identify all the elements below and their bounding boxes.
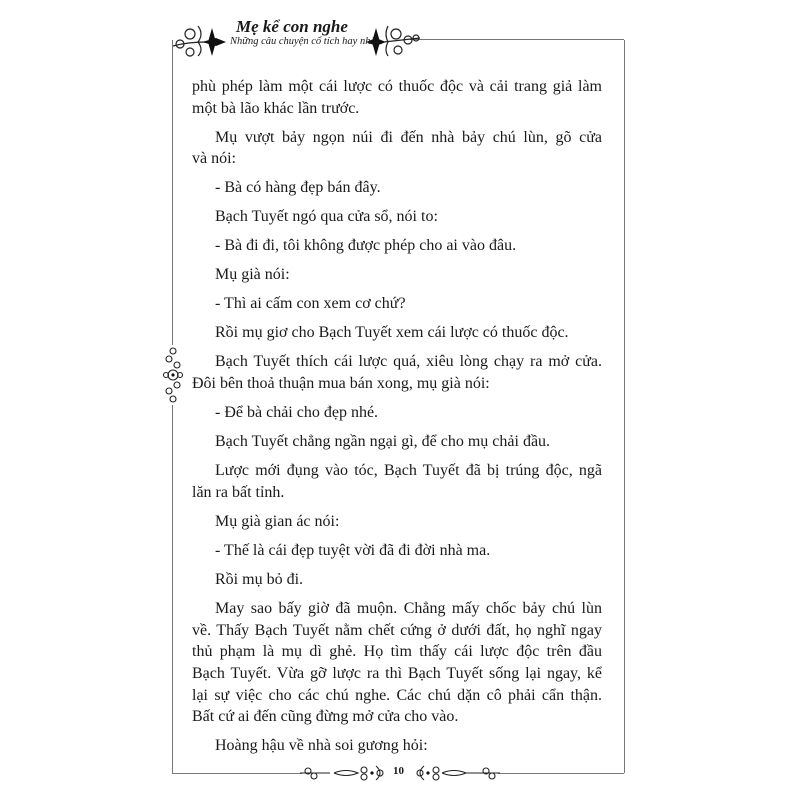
text-line: và nói: xyxy=(192,150,236,168)
text-line: Bạch Tuyết ngó qua cửa sổ, nói to: xyxy=(215,208,438,226)
running-header xyxy=(230,17,379,48)
paragraph xyxy=(192,293,602,315)
paragraph xyxy=(192,127,602,170)
text-line: Bạch Tuyết chẳng ngần ngại gì, để cho mụ chải đầu. xyxy=(215,433,551,451)
text-line: Rồi mụ giơ cho Bạch Tuyết xem cái lược có thuốc độc. xyxy=(215,324,569,342)
text-line: - Bà đi đi, tôi không được phép cho ai vào đâu. xyxy=(215,237,517,255)
text-line: - Thế là cái đẹp tuyệt vời đã đi đời nhà ma. xyxy=(215,541,491,559)
paragraph xyxy=(192,76,602,119)
paragraph xyxy=(192,322,602,344)
frame-border-right xyxy=(624,40,625,773)
text-line: Bất cứ ai đến cũng đừng mở cửa cho vào. xyxy=(192,708,459,726)
book-subtitle: Những câu chuyện cổ tích hay nhất xyxy=(230,36,379,47)
page-number: 10 xyxy=(393,765,404,777)
text-line: một bà lão khác lần trước. xyxy=(192,99,360,117)
paragraph xyxy=(192,460,602,503)
text-line: Bạch Tuyết thích cái lược quá, xiêu lòng chạy ra mở cửa. xyxy=(215,353,602,371)
paragraph xyxy=(192,569,602,591)
frame-border-bottom-right xyxy=(498,773,624,774)
paragraph xyxy=(192,177,602,199)
paragraph xyxy=(192,431,602,453)
text-line: lăn ra bất tỉnh. xyxy=(192,483,285,501)
paragraph xyxy=(192,264,602,286)
frame-border-left xyxy=(172,40,173,773)
story-text xyxy=(192,76,602,764)
text-line: Lược mới đụng vào tóc, Bạch Tuyết đã bị trúng độc, ngã xyxy=(215,462,602,480)
paragraph xyxy=(192,540,602,562)
text-line: - Thì ai cấm con xem cơ chứ? xyxy=(215,295,406,313)
text-line: thủ phạm là mụ dì ghẻ. Họ tìm thấy cái lược độc trên đầu xyxy=(192,643,602,661)
text-line: - Bà có hàng đẹp bán đây. xyxy=(215,179,381,197)
frame-border-bottom-left xyxy=(172,773,302,774)
paragraph xyxy=(192,511,602,533)
text-line: Bạch Tuyết. Vừa gỡ lược ra thì Bạch Tuyết sống lại ngay, kể xyxy=(192,664,602,682)
header-left-ornament-icon xyxy=(168,14,238,58)
text-line: - Để bà chải cho đẹp nhé. xyxy=(215,404,379,422)
text-line: phù phép làm một cái lược có thuốc độc và cải trang giả làm xyxy=(192,78,602,95)
footer-right-ornament-icon xyxy=(410,762,500,784)
frame-border-top xyxy=(410,39,624,40)
book-title: Mẹ kể con nghe xyxy=(236,17,348,36)
text-line: Mụ già gian ác nói: xyxy=(215,512,340,530)
text-line: Đôi bên thoả thuận mua bán xong, mụ già nói: xyxy=(192,375,490,393)
side-ornament-icon xyxy=(158,345,188,405)
paragraph xyxy=(192,402,602,424)
text-line: Mụ già nói: xyxy=(215,266,290,284)
paragraph xyxy=(192,206,602,228)
footer-left-ornament-icon xyxy=(300,762,390,784)
text-line: May sao bấy giờ đã muộn. Chẳng mấy chốc bảy chú lùn xyxy=(215,599,602,617)
paragraph xyxy=(192,351,602,394)
text-line: lại sự việc cho các chú nghe. Các chú dặn cô phải cẩn thận. xyxy=(192,686,602,704)
paragraph xyxy=(192,235,602,257)
paragraph xyxy=(192,598,602,728)
text-line: Mụ vượt bảy ngọn núi đi đến nhà bảy chú lùn, gõ cửa xyxy=(215,128,602,146)
text-line: về. Thấy Bạch Tuyết nằm chết cứng ở dưới đất, họ nghĩ ngay xyxy=(192,621,602,639)
text-line: Rồi mụ bỏ đi. xyxy=(215,570,304,588)
text-line: Hoàng hậu về nhà soi gương hỏi: xyxy=(215,737,428,755)
paragraph xyxy=(192,735,602,757)
